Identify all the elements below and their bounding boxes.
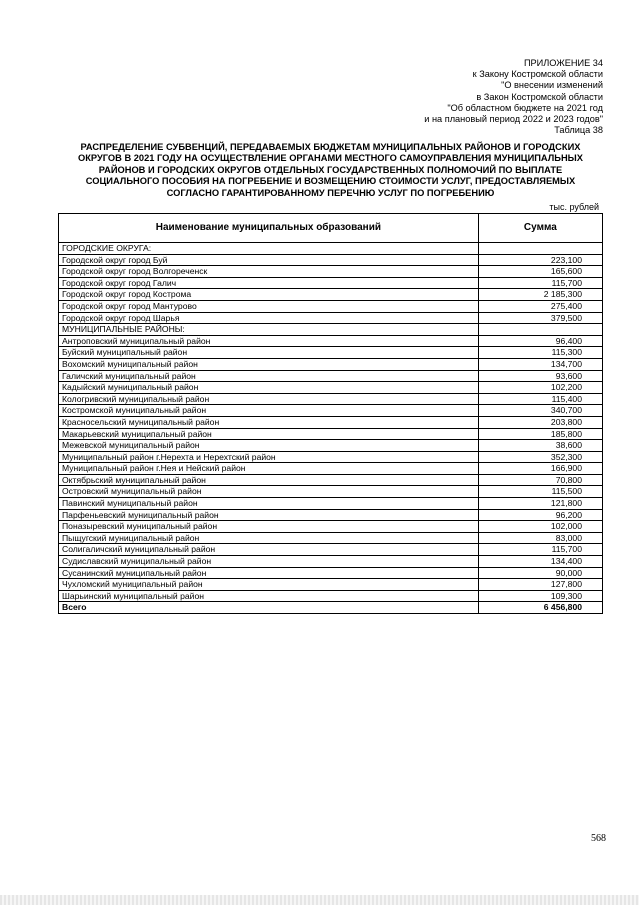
table-body [59,243,603,614]
row-sum: 102,200 [478,382,602,394]
row-name: Городской округ город Мантурово [59,300,479,312]
row-sum: 96,400 [478,335,602,347]
row-sum [478,324,602,336]
row-sum: 223,100 [478,254,602,266]
total-label: Всего [59,602,479,614]
row-sum: 93,600 [478,370,602,382]
row-name: Островский муниципальный район [59,486,479,498]
row-name: Сусанинский муниципальный район [59,567,479,579]
table-row [59,428,603,440]
row-name: Городской округ город Буй [59,254,479,266]
table-row [59,486,603,498]
table-row [59,590,603,602]
row-name: Макарьевский муниципальный район [59,428,479,440]
table-row [59,370,603,382]
row-name: Городской округ город Кострома [59,289,479,301]
table-row [59,312,603,324]
row-name: Солигаличский муниципальный район [59,544,479,556]
total-sum: 6 456,800 [478,602,602,614]
table-row [59,567,603,579]
row-name: Городской округ город Галич [59,277,479,289]
header-line: "Об областном бюджете на 2021 год [447,102,603,113]
row-name: Буйский муниципальный район [59,347,479,359]
row-name: Костромской муниципальный район [59,405,479,417]
row-name: Межевской муниципальный район [59,440,479,452]
header-line: к Закону Костромской области [472,69,603,80]
row-sum: 115,700 [478,544,602,556]
table-row [59,556,603,568]
row-sum: 38,600 [478,440,602,452]
table-row [59,358,603,370]
row-sum: 203,800 [478,416,602,428]
table-row [59,521,603,533]
row-sum: 96,200 [478,509,602,521]
table-row [59,474,603,486]
row-name: МУНИЦИПАЛЬНЫЕ РАЙОНЫ: [59,324,479,336]
table-row [59,300,603,312]
header-line: в Закон Костромской области [476,91,603,102]
row-name: Кологривский муниципальный район [59,393,479,405]
table-row [59,382,603,394]
row-name: Октябрьский муниципальный район [59,474,479,486]
table-row [59,324,603,336]
row-sum: 185,800 [478,428,602,440]
row-sum: 102,000 [478,521,602,533]
row-sum: 2 185,300 [478,289,602,301]
row-name: Парфеньевский муниципальный район [59,509,479,521]
table-row [59,579,603,591]
scan-edge [0,895,639,905]
row-name: Городской округ город Шарья [59,312,479,324]
table-row [59,463,603,475]
row-sum: 115,300 [478,347,602,359]
row-name: Муниципальный район г.Нея и Нейский район [59,463,479,475]
table-row [59,544,603,556]
row-sum: 115,500 [478,486,602,498]
row-name: Вохомский муниципальный район [59,358,479,370]
table-row [59,277,603,289]
table-row [59,498,603,510]
table-row [59,405,603,417]
row-sum: 166,900 [478,463,602,475]
table-row [59,243,603,255]
row-name: Кадыйский муниципальный район [59,382,479,394]
row-sum: 340,700 [478,405,602,417]
row-name: Пыщугский муниципальный район [59,532,479,544]
table-row [59,289,603,301]
table-row [59,393,603,405]
row-name: Поназыревский муниципальный район [59,521,479,533]
table-row [59,451,603,463]
row-sum: 90,000 [478,567,602,579]
table-row [59,532,603,544]
row-sum: 121,800 [478,498,602,510]
table-row [59,254,603,266]
row-sum: 165,600 [478,266,602,278]
subsidy-table [58,213,603,614]
header-line: и на плановый период 2022 и 2023 годов" [424,114,603,125]
row-sum: 134,400 [478,556,602,568]
row-sum: 134,700 [478,358,602,370]
table-row [59,347,603,359]
row-sum: 83,000 [478,532,602,544]
row-sum: 70,800 [478,474,602,486]
table-row [59,509,603,521]
row-sum: 115,400 [478,393,602,405]
table-row [59,440,603,452]
header-line: ПРИЛОЖЕНИЕ 34 [523,58,603,68]
units-label: тыс. рублей [549,202,599,212]
row-sum: 352,300 [478,451,602,463]
row-name: Муниципальный район г.Нерехта и Нерехтский район [59,451,479,463]
row-name: Антроповский муниципальный район [59,335,479,347]
table-total-row [59,602,603,614]
row-name: Павинский муниципальный район [59,498,479,510]
row-sum: 379,500 [478,312,602,324]
row-name: Судиславский муниципальный район [59,556,479,568]
row-sum [478,243,602,255]
table-header-row [59,214,603,243]
appendix-header [343,58,603,136]
table-row [59,416,603,428]
document-title: РАСПРЕДЕЛЕНИЕ СУБВЕНЦИЙ, ПЕРЕДАВАЕМЫХ БЮДЖЕТАМ МУНИЦИПАЛЬНЫХ РАЙОНОВ И ГОРОДСКИХ ОКРУГОВ В 2021 ГОДУ НА ОСУЩЕСТВЛЕНИЕ ОРГАНАМИ МЕСТНОГО САМОУПРАВЛЕНИЯ МУНИЦИПАЛЬНЫХ РАЙОНОВ И ГОРОДСКИХ ОКРУГОВ ОТДЕЛЬНЫХ ГОСУДАРСТВЕННЫХ ПОЛНОМОЧИЙ ПО ВЫПЛАТЕ СОЦИАЛЬНОГО ПОСОБИЯ НА ПОГРЕБЕНИЕ И ВОЗМЕЩЕНИЮ СТОИМОСТИ УСЛУГ, ПРЕДОСТАВЛЯЕМЫХ СОГЛАСНО ГАРАНТИРОВАННОМУ ПЕРЕЧНЮ УСЛУГ ПО ПОГРЕБЕНИЮ [78,142,583,198]
column-header-sum: Сумма [478,214,602,243]
row-name: Галичский муниципальный район [59,370,479,382]
row-name: ГОРОДСКИЕ ОКРУГА: [59,243,479,255]
column-header-name: Наименование муниципальных образований [59,214,479,243]
row-sum: 275,400 [478,300,602,312]
row-sum: 115,700 [478,277,602,289]
table-row [59,335,603,347]
row-name: Городской округ город Волгореченск [59,266,479,278]
row-sum: 127,800 [478,579,602,591]
table-row [59,266,603,278]
row-sum: 109,300 [478,590,602,602]
header-line: Таблица 38 [554,125,603,136]
row-name: Красносельский муниципальный район [59,416,479,428]
row-name: Шарьинский муниципальный район [59,590,479,602]
page-number: 568 [591,833,606,844]
row-name: Чухломский муниципальный район [59,579,479,591]
header-line: "О внесении изменений [501,80,603,91]
